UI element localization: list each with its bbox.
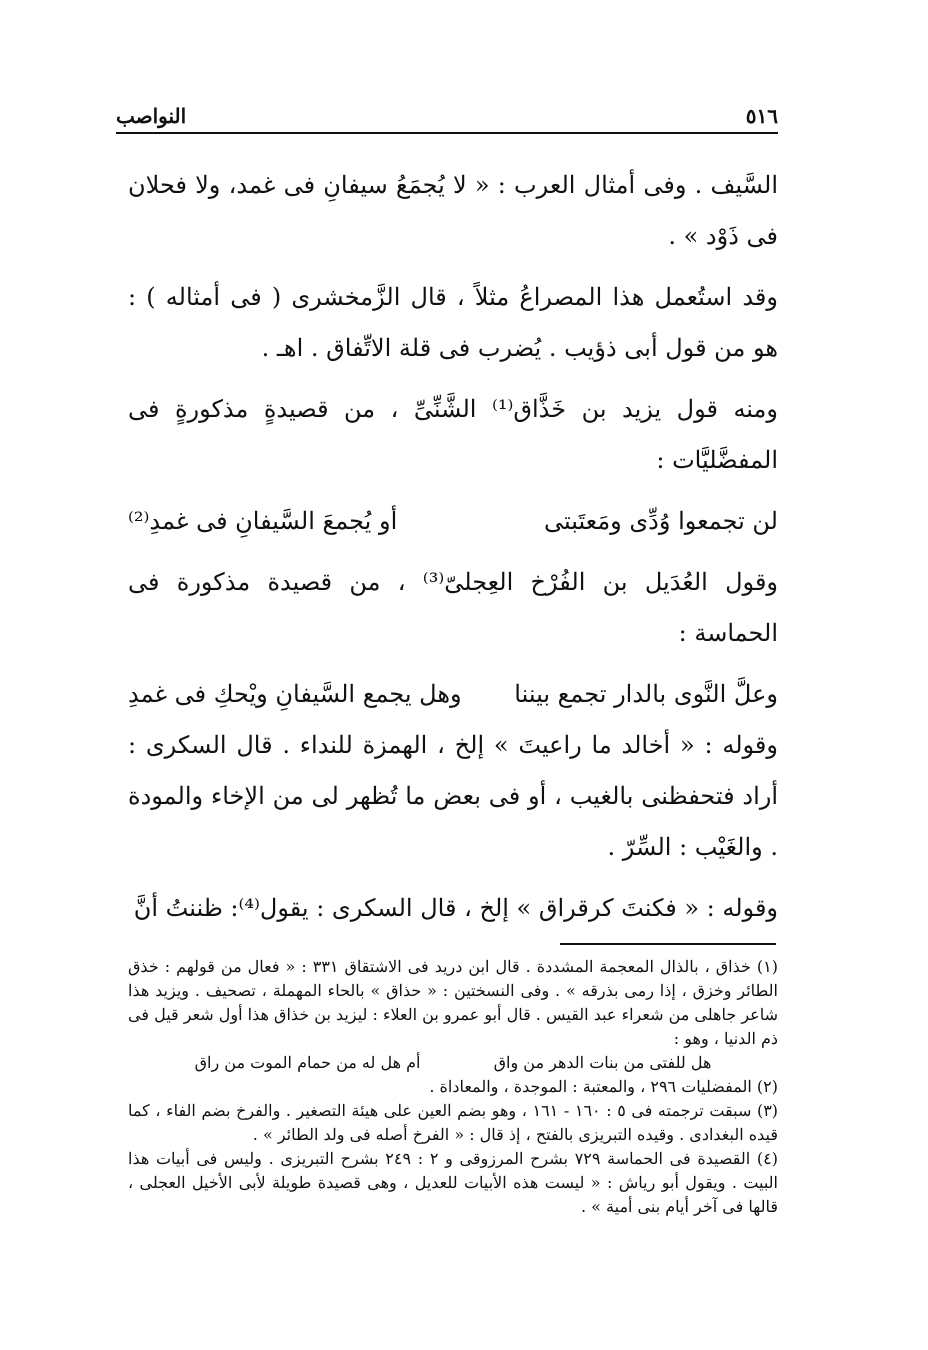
footnotes <box>128 955 778 1219</box>
verse-hemistich-right: وعلَّ النَّوى بالدار تجمع بيننا <box>514 680 778 708</box>
footnote-2: (٢) المفضليات ٢٩٦ ، والمعتبة : الموجدة ، والمعاداة . <box>429 1077 778 1096</box>
paragraph: وقد استُعمل هذا المصراعُ مثلاً ، قال الزَّمخشرى ( فى أمثاله ) : هو من قول أبى ذؤيب . يُضرب فى قلة الاتِّفاق . اهـ . <box>128 283 778 362</box>
verse-hemistich-right: لن تجمعوا وُدِّى ومَعتَبتى <box>544 507 778 535</box>
paragraph: وقول العُدَيل بن الفُرْخ العِجلىّ⁽³⁾ ، من قصيدة مذكورة فى الحماسة : <box>128 568 779 647</box>
paragraph: السَّيف . وفى أمثال العرب : « لا يُجمَعُ سيفانِ فى غمد، ولا فحلان فى ذَوْد » . <box>128 171 778 250</box>
footnote-1: (١) خذاق ، بالذال المعجمة المشددة . قال ابن دريد فى الاشتقاق ٣٣١ : « فعال من قولهم : خذق الطائر وخزق ، إذا رمى بذرقه » . وفى النسختين : « حذاق » بالحاء المهملة ، تصحيف . ويزيد هذا شاعر جاهلى من شعراء عبد القيس . قال أبو عمرو بن العلاء : ليزيد بن خذاق هذا أول شعر قيل فى ذم الدنيا ، وهو : <box>128 957 779 1048</box>
main-text <box>128 160 778 934</box>
footnote-verse <box>128 1051 778 1075</box>
running-title: النواصب <box>116 104 187 128</box>
footnote-verse-right: هل للفتى من بنات الدهر من واق <box>493 1053 712 1072</box>
footnote-3: (٣) سبقت ترجمته فى ٥ : ١٦٠ - ١٦١ ، وهو بضم العين على هيئة التصغير . والفرخ بضم الفاء ، كما قيده البغدادى . وقيده التبريزى بالفتح ، إذ قال : « الفرخ أصله فى ولد الطائر » . <box>128 1101 779 1144</box>
footnote-divider <box>560 943 776 945</box>
paragraph: ومنه قول يزيد بن خَذَّاق⁽¹⁾ الشَّنِّىِّ ، من قصيدةٍ مذكورةٍ فى المفضَّليَّات : <box>128 395 778 474</box>
footnote-verse-left: أم هل له من حمام الموت من راق <box>194 1053 421 1072</box>
footnote-4: (٤) القصيدة فى الحماسة ٧٢٩ بشرح المرزوقى و ٢ : ٢٤٩ بشرح التبريزى . وليس فى أبيات هذا البيت . ويقول أبو رياش : « ليست هذه الأبيات للعديل ، وهى قصيدة طويلة لأبى الأخيل العجلى ، قالها فى آخر أيام بنى أمية » . <box>128 1149 779 1216</box>
page-number: ٥١٦ <box>745 104 778 128</box>
verse-hemistich-left: وهل يجمع السَّيفانِ ويْحكِ فى غمدِ <box>128 680 462 708</box>
poem-verse <box>128 669 778 720</box>
paragraph: وقوله : « فكنتَ كرقراق » إلخ ، قال السكرى : يقول⁽⁴⁾: ظننتُ أنَّ <box>133 894 778 922</box>
paragraph: وقوله : « أخالد ما راعيتَ » إلخ ، الهمزة للنداء . قال السكرى : أراد فتحفظنى بالغيب ، أو فى بعض ما تُظهر لى من الإخاء والمودة . والغَيْب : السِّرّ . <box>128 731 778 861</box>
poem-verse <box>128 496 778 547</box>
verse-hemistich-left: أو يُجمعَ السَّيفانِ فى غمدِ⁽²⁾ <box>128 507 398 535</box>
page-header <box>116 100 778 134</box>
